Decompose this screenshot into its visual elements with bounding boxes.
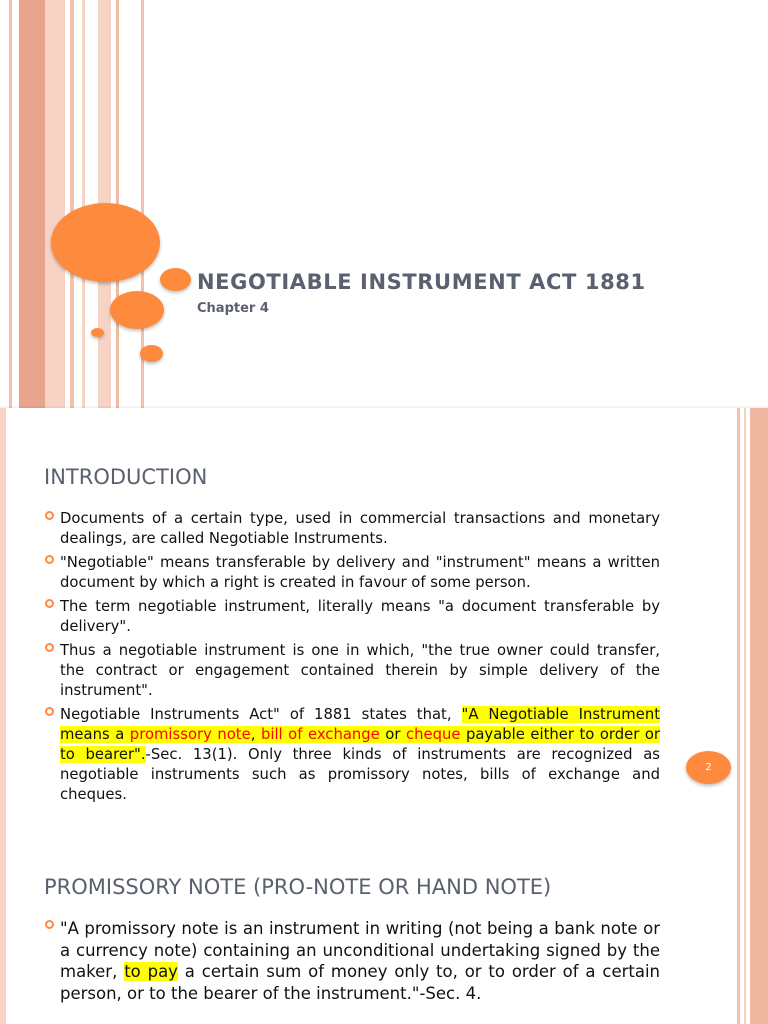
bullet-item: Negotiable Instruments Act" of 1881 states that, "A Negotiable Instrument means a promissory note, bill of exchange or cheque payable either to order or to bearer".-Sec. 13(1). Only three kinds of instruments are recognized as negotiable instruments such as promissory notes, bills of exchange and cheques. [44,705,660,805]
page-number-badge: 2 [686,751,731,784]
decor-stripe [19,0,45,408]
bullet-icon [45,707,54,716]
decor-stripe [737,818,740,1024]
decor-circle-tiny [91,328,104,337]
bullet-item: "Negotiable" means transferable by delivery and "instrument" means a written document by which a right is created in favour of some person. [44,553,660,593]
bullet-item: Thus a negotiable instrument is one in which, "the true owner could transfer, the contract or engagement contained therein by simple delivery of the instrument". [44,641,660,701]
decor-stripe [750,818,768,1024]
slide-title: NEGOTIABLE INSTRUMENT ACT 1881 [197,270,646,294]
decor-stripe [82,0,85,408]
decor-circle-small [160,268,191,291]
decor-circle-small [140,345,163,362]
introduction-slide [0,408,768,818]
title-slide [0,0,768,408]
decor-stripe [0,408,6,818]
decor-circle-large [51,203,160,282]
decor-circle-medium [110,291,164,329]
promissory-note-slide [0,818,768,1024]
bullet-list [44,509,660,809]
decor-stripe [750,408,768,818]
section-heading: PROMISSORY NOTE (PRO-NOTE OR HAND NOTE) [44,875,552,899]
bullet-list [44,918,660,1004]
bullet-icon [45,511,54,520]
decor-stripe [45,0,65,408]
bullet-icon [45,920,54,929]
bullet-icon [45,643,54,652]
decor-stripe [744,818,746,1024]
bullet-icon [45,599,54,608]
bullet-item: Documents of a certain type, used in commercial transactions and monetary dealings, are called Negotiable Instruments. [44,509,660,549]
slide-subtitle: Chapter 4 [197,301,269,316]
decor-stripe [744,408,746,818]
decor-stripe [737,408,740,818]
section-heading: INTRODUCTION [44,465,208,489]
bullet-icon [45,555,54,564]
decor-stripe [9,0,12,408]
decor-stripe [70,0,74,408]
bullet-item: The term negotiable instrument, literally means "a document transferable by delivery". [44,597,660,637]
decor-stripe [0,818,6,1024]
bullet-item: "A promissory note is an instrument in writing (not being a bank note or a currency note) containing an unconditional undertaking signed by the maker, to pay a certain sum of money only to, or to order of a certain person, or to the bearer of the instrument."-Sec. 4. [44,918,660,1004]
